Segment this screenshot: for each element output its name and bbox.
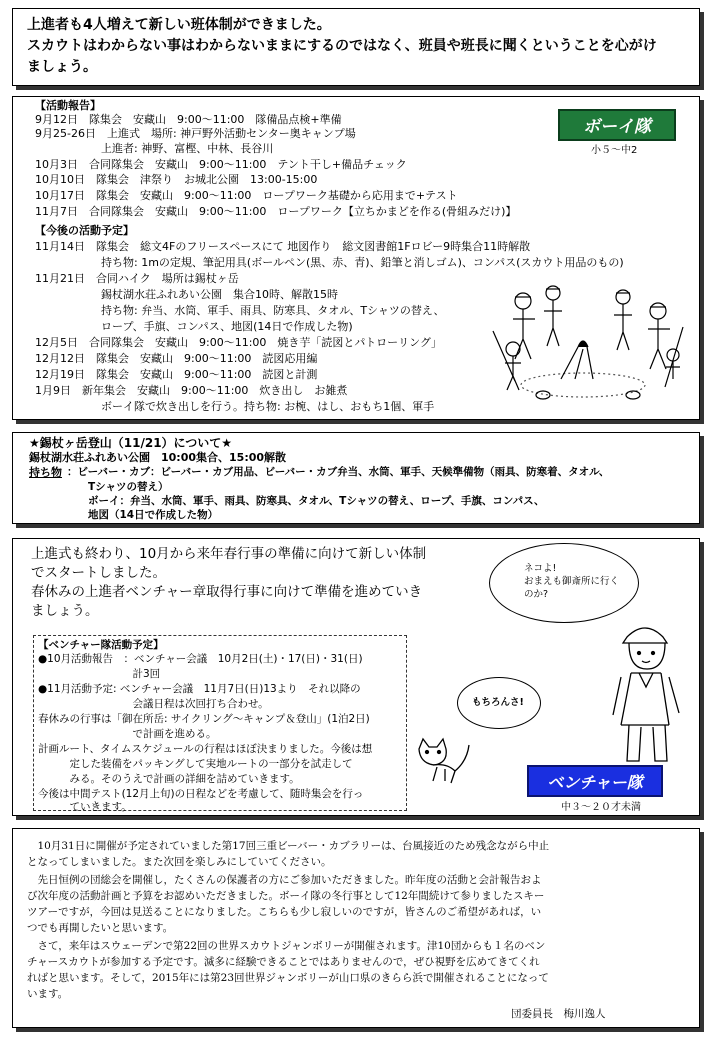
header-line-3: ましょう。 (27, 59, 97, 75)
venture-plan-item: 会議日程は次回打ち合わせ。 (38, 698, 269, 710)
header-box (12, 8, 700, 86)
venture-plan-item: で計画を進める。 (38, 728, 217, 740)
cat-illustration (413, 735, 473, 785)
header-line-2: スカウトはわからない事はわからないままにするのではなく、班員や班長に聞くということを心がけ (27, 38, 657, 54)
plan-item: 11月21日 合同ハイク 場所は錫杖ヶ岳 (35, 272, 239, 285)
venture-plan-box (33, 635, 407, 811)
header-line-1: 上進者も4人増えて新しい班体制ができました。 (27, 17, 331, 33)
footer-line: つでも再開したいと思います。 (27, 922, 174, 934)
venture-troop-ages: 中３～２０才未満 (561, 802, 641, 813)
footer-line: 先日恒例の団総会を開催し，たくさんの保護者の方にご参加いただきました。昨年度の活動と会計報告およ (27, 874, 542, 886)
report-item: 9月25-26日 上進式 場所: 神戸野外活動センター奥キャンプ場 (35, 127, 356, 140)
footer-box (12, 828, 700, 1028)
venture-intro-line: ましょう。 (31, 603, 99, 619)
hike-box (12, 432, 700, 524)
footer-line: チャースカウトが参加する予定です。滅多に経験できることではありませんので，ぜひ視野を広めてきてくれ (27, 956, 540, 968)
bubble-boy-text: もちろんさ! (472, 697, 524, 708)
venture-plan-item: 計3回 (38, 668, 161, 680)
hike-item: ：ビーバー・カブ：ビーバー・カブ用品、ビーバー・カブ弁当、水筒、軍手、天候準備物（雨具、防寒着、タオル、 (67, 466, 610, 478)
plan-item: 持ち物: 弁当、水筒、軍手、雨具、防寒具、タオル、Tシャツの替え、 (35, 304, 445, 317)
venture-plan-item: 計画ルート、タイムスケジュールの行程はほぼ決まりました。今後は想 (38, 743, 373, 755)
plan-item: 持ち物: 1mの定規、筆記用具(ボールペン(黒、赤、青)、鉛筆と消しゴム)、コンパス(スカウト用品のもの) (35, 256, 624, 269)
bubble-cat-line: ネコよ! (524, 563, 557, 574)
venture-intro-line: 上進式も終わり、10月から来年春行事の準備に向けて新しい体制 (31, 546, 427, 562)
hike-items-label: 持ち物 (29, 466, 62, 479)
plan-item: 錫杖湖水荘ふれあい公園 集合10時、解散15時 (35, 288, 338, 301)
venture-plan-item: 春休みの行事は「御在所岳: サイクリング～キャンプ＆登山」(1泊2日) (38, 713, 370, 725)
venture-plan-title: 【ベンチャー隊活動予定】 (38, 639, 164, 651)
venture-plan-item: ●10月活動報告 ：ベンチャー会議 10月2日(土)・17(日)・31(日) (38, 653, 363, 665)
boy-troop-ages: 小５～中2 (591, 145, 638, 156)
plan-item: 12月19日 隊集会 安藏山 9:00～11:00 読図と計測 (35, 368, 318, 381)
venture-plan-item: 今後は中間テスト(12月上旬)の日程などを考慮して、随時集会を行っ (38, 788, 364, 800)
plan-item: ロープ、手旗、コンパス、地図(14日で作成した物) (35, 320, 353, 333)
report-title: 【活動報告】 (35, 99, 101, 112)
footer-line: となってしまいました。また次回を楽しみにしていてください。 (27, 856, 332, 868)
scouts-campfire-illustration (483, 267, 693, 407)
footer-line: さて，来年はスウェーデンで第22回の世界スカウトジャンボリーが開催されます。津10団からも１名のベン (27, 940, 546, 952)
venture-plan-item: ●11月活動予定: ベンチャー会議 11月7日(日)13より それ以降の (38, 683, 361, 695)
boy-troop-box (12, 96, 700, 420)
plan-item: 12月5日 合同隊集会 安藏山 9:00～11:00 焼き芋「読図とパトローリング」 (35, 336, 442, 349)
venture-plan-item: ていきます。 (38, 801, 132, 813)
hike-item: ボーイ：弁当、水筒、軍手、雨具、防寒具、タオル、Tシャツの替え、ロープ、手旗、コンパス、 (67, 495, 545, 507)
venture-box (12, 538, 700, 816)
hike-item: Tシャツの替え） (67, 481, 169, 493)
boy-troop-badge: ボーイ隊 (558, 109, 676, 141)
footer-line: 10月31日に開催が予定されていました第17回三重ビーバー・カブラリーは、台風接近のため残念ながら中止 (27, 840, 550, 852)
footer-signature: 団委員長 梅川逸人 (511, 1008, 606, 1020)
report-item: 9月12日 隊集会 安藏山 9:00～11:00 隊備品点検+準備 (35, 113, 342, 126)
report-item: 10月10日 隊集会 津祭り お城北公園 13:00-15:00 (35, 173, 318, 186)
plan-item: 12月12日 隊集会 安藏山 9:00～11:00 読図応用編 (35, 352, 318, 365)
footer-line: ればと思います。そして，2015年には第23回世界ジャンボリーが山口県のきらら浜で開催されることになって (27, 972, 549, 984)
plan-item: ボーイ隊で炊き出しを行う。持ち物: お椀、はし、おもち1個、軍手 (35, 400, 435, 413)
speech-bubble-cat (489, 543, 639, 623)
venture-intro-line: でスタートしました。 (31, 565, 166, 581)
hike-place: 錫杖湖水荘ふれあい公園 10:00集合、15:00解散 (29, 451, 287, 464)
venture-intro-line: 春休みの上進者ベンチャー章取得行事に向けて準備を進めていき (31, 584, 423, 600)
plan-title: 【今後の活動予定】 (35, 224, 134, 237)
speech-bubble-boy (457, 677, 541, 729)
report-item: 10月17日 隊集会 安藏山 9:00～11:00 ロープワーク基礎から応用まで+テスト (35, 189, 458, 202)
bubble-cat-line: おまえも御斎所に行く (524, 576, 620, 587)
hike-title: ★錫杖ヶ岳登山（11/21）について★ (29, 436, 233, 450)
venture-plan-item: 定した装備をパッキングして実地ルートの一部分を試走して (38, 758, 353, 770)
footer-line: います。 (27, 988, 69, 1000)
plan-item: 11月14日 隊集会 総文4Fのフリースペースにて 地図作り 総文図書館1Fロビー9時集合11時解散 (35, 240, 531, 253)
hike-item: 地図（14日で作成した物） (67, 509, 219, 521)
bubble-cat-line: のか? (524, 589, 549, 600)
footer-line: び次年度の活動計画と予算をお認めいただきました。ボーイ隊の冬行事として12年間続けて参りましたスキー (27, 890, 545, 902)
venture-plan-item: みる。そのうえで計画の詳細を詰めていきます。 (38, 773, 300, 785)
venture-troop-badge: ベンチャー隊 (527, 765, 663, 797)
footer-line: ツアーですが，今回は見送ることになりました。こちらも少し寂しいのですが，皆さんのご希望があれば，い (27, 906, 542, 918)
report-item: 10月3日 合同隊集会 安藏山 9:00～11:00 テント干し+備品チェック (35, 158, 407, 171)
report-item: 11月7日 合同隊集会 安藏山 9:00～11:00 ロープワーク【立ちかまどを作る(骨組みだけ)】 (35, 205, 517, 218)
venture-scout-illustration (607, 617, 687, 767)
plan-item: 1月9日 新年集会 安藏山 9:00～11:00 炊き出し お雑煮 (35, 384, 348, 397)
report-item: 上進者: 神野、富樫、中林、長谷川 (35, 142, 274, 155)
